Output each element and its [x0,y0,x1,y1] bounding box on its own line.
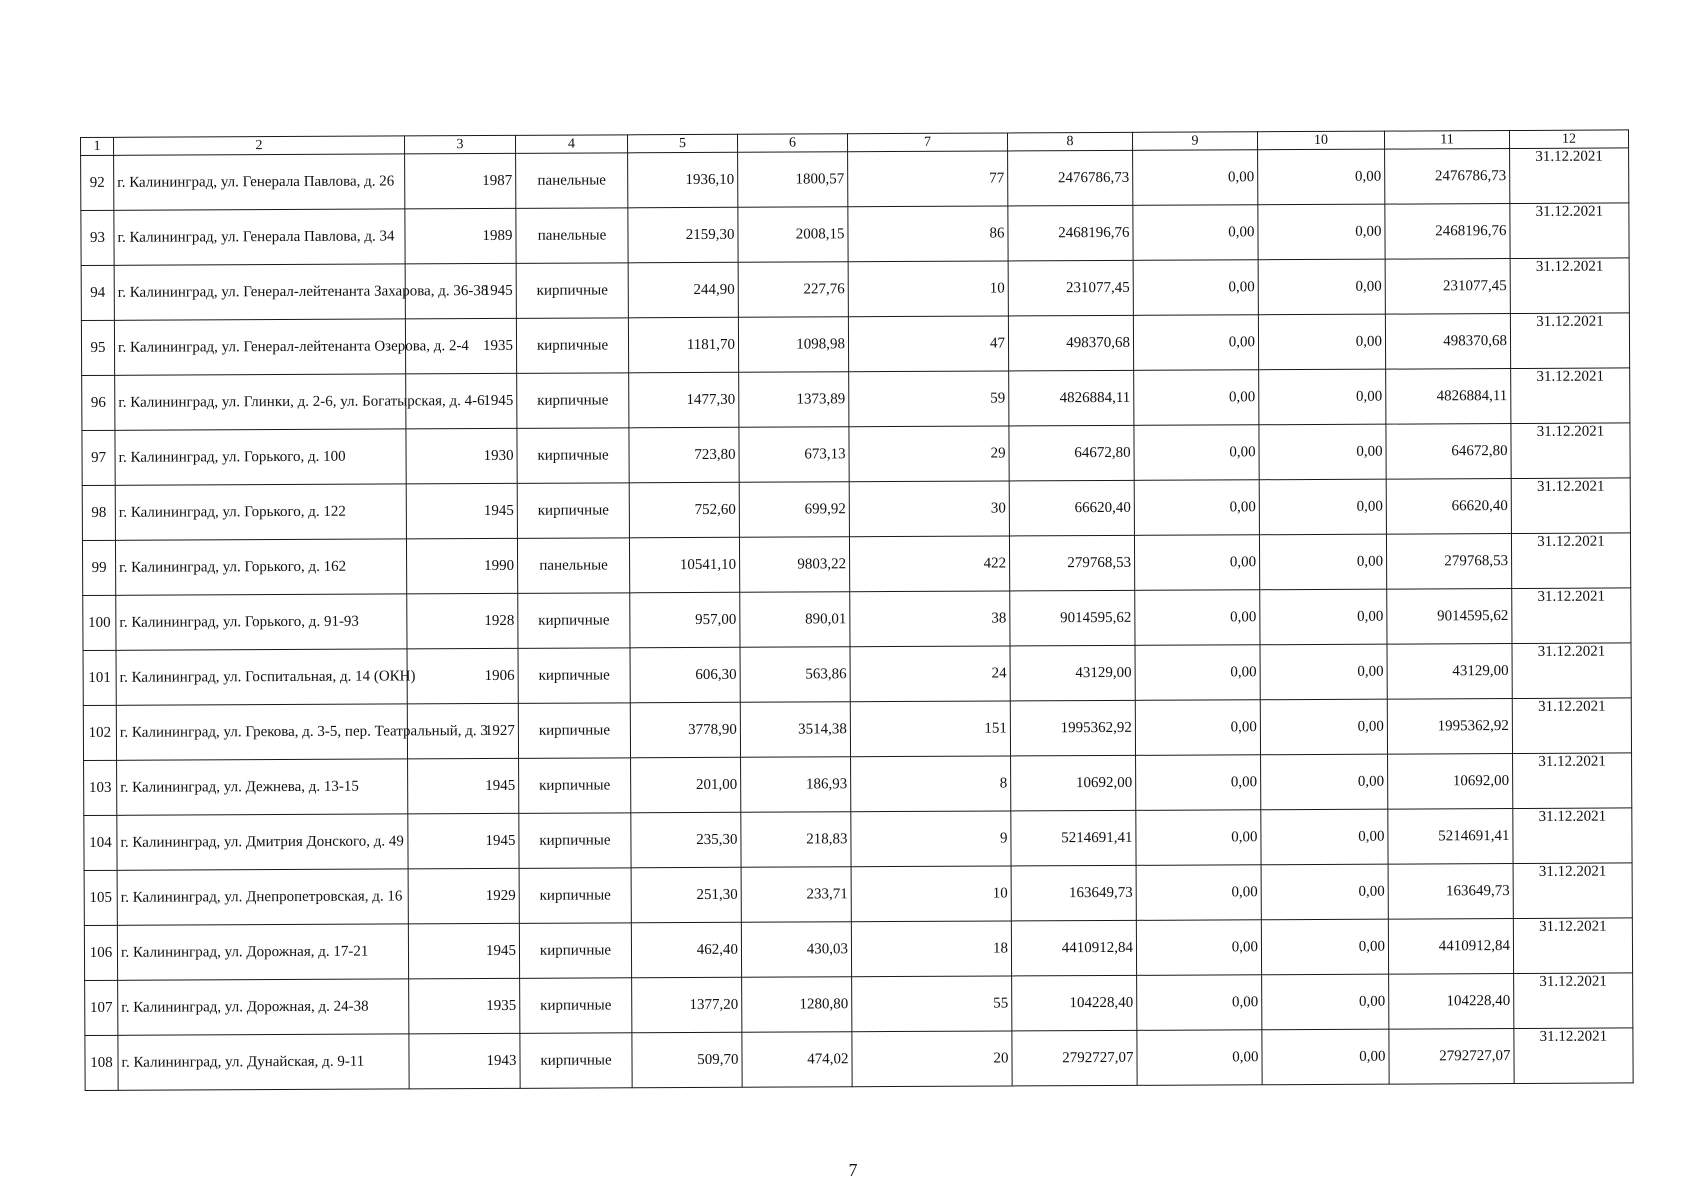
living-area-cell: 1373,89 [739,372,849,428]
owners-funds-cell: 231077,45 [1385,259,1510,315]
residents-cell: 47 [848,316,1008,372]
build-year-cell: 1945 [408,923,519,979]
budget-cell: 0,00 [1259,534,1386,590]
fund-cell: 0,00 [1135,590,1260,646]
fund-cell: 0,00 [1133,315,1258,371]
column-number: 1 [81,137,114,155]
build-year-cell: 1945 [406,483,517,539]
living-area-cell: 233,71 [741,867,851,923]
completion-date-cell: 31.12.2021 [1513,753,1632,809]
residents-cell: 77 [848,151,1008,207]
wall-material-cell: кирпичные [519,923,631,979]
total-area-cell: 1181,70 [628,317,738,373]
residents-cell: 55 [852,976,1012,1032]
build-year-cell: 1945 [408,813,519,869]
build-year-cell: 1989 [405,208,516,264]
completion-date-cell: 31.12.2021 [1511,423,1630,479]
address-cell: г. Калининград, ул. Дмитрия Донского, д. 49 [117,814,408,870]
budget-cell: 0,00 [1261,809,1388,865]
address-cell: г. Калининград, ул. Горького, д. 91-93 [116,594,407,650]
completion-date-cell: 31.12.2021 [1513,863,1632,919]
column-number: 10 [1257,131,1384,150]
table-row [83,698,1631,761]
owners-funds-cell: 10692,00 [1388,754,1513,810]
fund-cell: 0,00 [1136,865,1261,921]
column-number: 6 [737,134,847,153]
address-cell: г. Калининград, ул. Дорожная, д. 24-38 [118,979,409,1035]
build-year-cell: 1990 [406,538,517,594]
completion-date-cell: 31.12.2021 [1512,643,1631,699]
page-number: 7 [848,1160,858,1180]
residents-cell: 29 [849,426,1009,482]
wall-material-cell: кирпичные [518,593,630,649]
total-area-cell: 201,00 [631,757,741,813]
build-year-cell: 1987 [405,153,516,209]
address-cell: г. Калининград, ул. Генерала Павлова, д. 34 [114,209,405,265]
column-number: 4 [515,135,627,154]
owners-funds-cell: 2476786,73 [1385,149,1510,205]
row-number-cell: 92 [81,155,114,210]
row-number-cell: 108 [85,1035,118,1090]
repair-cost-cell: 4826884,11 [1009,370,1134,426]
completion-date-cell: 31.12.2021 [1514,1028,1633,1084]
owners-funds-cell: 4826884,11 [1386,369,1511,425]
row-number-cell: 102 [83,705,116,760]
budget-cell: 0,00 [1258,259,1385,315]
repair-cost-cell: 4410912,84 [1011,920,1136,976]
address-cell: г. Калининград, ул. Дорожная, д. 17-21 [117,924,408,980]
residents-cell: 20 [852,1031,1012,1087]
fund-cell: 0,00 [1136,920,1261,976]
fund-cell: 0,00 [1134,480,1259,536]
owners-funds-cell: 43129,00 [1387,644,1512,700]
table-row [84,863,1632,926]
row-number-cell: 106 [84,925,117,980]
owners-funds-cell: 9014595,62 [1387,589,1512,645]
residents-cell: 422 [849,536,1009,592]
completion-date-cell: 31.12.2021 [1510,203,1629,259]
row-number-cell: 99 [82,540,115,595]
owners-funds-cell: 2468196,76 [1385,204,1510,260]
repair-cost-cell: 9014595,62 [1010,590,1135,646]
total-area-cell: 462,40 [631,922,741,978]
residents-cell: 86 [848,206,1008,262]
budget-cell: 0,00 [1258,204,1385,260]
row-number-cell: 94 [81,265,114,320]
completion-date-cell: 31.12.2021 [1510,258,1629,314]
living-area-cell: 186,93 [741,757,851,813]
owners-funds-cell: 1995362,92 [1387,699,1512,755]
completion-date-cell: 31.12.2021 [1510,313,1629,369]
table-row [85,973,1633,1036]
fund-cell: 0,00 [1133,205,1258,261]
address-cell: г. Калининград, ул. Генерала Павлова, д. 26 [114,154,405,210]
row-number-cell: 97 [82,430,115,485]
completion-date-cell: 31.12.2021 [1511,368,1630,424]
column-number: 3 [404,135,515,154]
total-area-cell: 3778,90 [630,702,740,758]
living-area-cell: 474,02 [742,1032,852,1088]
build-year-cell: 1945 [408,758,519,814]
row-number-cell: 103 [84,760,117,815]
wall-material-cell: кирпичные [519,868,631,924]
build-year-cell: 1906 [407,648,518,704]
total-area-cell: 752,60 [629,482,739,538]
budget-cell: 0,00 [1262,974,1389,1030]
living-area-cell: 430,03 [741,922,851,978]
fund-cell: 0,00 [1134,370,1259,426]
residents-cell: 9 [851,811,1011,867]
budget-cell: 0,00 [1261,864,1388,920]
document-page [80,129,1633,1091]
address-cell: г. Калининград, ул. Генерал-лейтенанта Захарова, д. 36-38 [114,264,405,320]
total-area-cell: 957,00 [630,592,740,648]
build-year-cell: 1929 [408,868,519,924]
completion-date-cell: 31.12.2021 [1512,698,1631,754]
repair-cost-cell: 231077,45 [1008,260,1133,316]
build-year-cell: 1935 [409,978,520,1034]
column-number: 5 [627,134,737,153]
residents-cell: 10 [851,866,1011,922]
living-area-cell: 227,76 [738,262,848,318]
table-row [82,423,1630,486]
total-area-cell: 244,90 [628,262,738,318]
repair-cost-cell: 64672,80 [1009,425,1134,481]
wall-material-cell: кирпичные [518,648,630,704]
owners-funds-cell: 498370,68 [1385,314,1510,370]
fund-cell: 0,00 [1133,150,1258,206]
owners-funds-cell: 163649,73 [1388,864,1513,920]
wall-material-cell: кирпичные [517,373,629,429]
total-area-cell: 2159,30 [628,207,738,263]
total-area-cell: 1936,10 [628,152,738,208]
completion-date-cell: 31.12.2021 [1510,148,1629,204]
table-row [84,808,1632,871]
wall-material-cell: кирпичные [520,1033,632,1089]
living-area-cell: 2008,15 [738,207,848,263]
completion-date-cell: 31.12.2021 [1511,478,1630,534]
wall-material-cell: кирпичные [520,978,632,1034]
fund-cell: 0,00 [1135,645,1260,701]
repair-cost-cell: 498370,68 [1008,315,1133,371]
row-number-cell: 100 [83,595,116,650]
row-number-cell: 104 [84,815,117,870]
table-row [82,533,1630,596]
table-row [84,753,1632,816]
total-area-cell: 10541,10 [629,537,739,593]
wall-material-cell: кирпичные [517,428,629,484]
address-cell: г. Калининград, ул. Горького, д. 122 [115,484,406,540]
residents-cell: 38 [850,591,1010,647]
row-number-cell: 93 [81,210,114,265]
table-row [83,588,1631,651]
fund-cell: 0,00 [1136,755,1261,811]
fund-cell: 0,00 [1134,425,1259,481]
table-row [81,258,1629,321]
wall-material-cell: панельные [517,538,629,594]
residents-cell: 30 [849,481,1009,537]
living-area-cell: 3514,38 [740,702,850,758]
residents-cell: 24 [850,646,1010,702]
completion-date-cell: 31.12.2021 [1511,533,1630,589]
table-row [84,918,1632,981]
budget-cell: 0,00 [1260,699,1387,755]
row-number-cell: 105 [84,870,117,925]
fund-cell: 0,00 [1137,1030,1262,1086]
living-area-cell: 699,92 [739,482,849,538]
living-area-cell: 890,01 [740,592,850,648]
repair-cost-cell: 2476786,73 [1008,150,1133,206]
total-area-cell: 509,70 [632,1032,742,1088]
row-number-cell: 96 [82,375,115,430]
repair-cost-cell: 43129,00 [1010,645,1135,701]
budget-cell: 0,00 [1260,589,1387,645]
fund-cell: 0,00 [1136,810,1261,866]
living-area-cell: 9803,22 [739,537,849,593]
living-area-cell: 673,13 [739,427,849,483]
row-number-cell: 107 [85,980,118,1035]
fund-cell: 0,00 [1133,260,1258,316]
address-cell: г. Калининград, ул. Грекова, д. 3-5, пер. Театральный, д. 3 [116,704,407,760]
wall-material-cell: панельные [516,153,628,209]
address-cell: г. Калининград, ул. Горького, д. 162 [115,539,406,595]
address-cell: г. Калининград, ул. Госпитальная, д. 14 (ОКН) [116,649,407,705]
residents-cell: 151 [850,701,1010,757]
repair-cost-cell: 163649,73 [1011,865,1136,921]
table-row [81,313,1629,376]
build-year-cell: 1935 [405,318,516,374]
table-row [83,643,1631,706]
total-area-cell: 606,30 [630,647,740,703]
wall-material-cell: кирпичные [518,703,630,759]
column-number: 9 [1132,132,1257,151]
repair-cost-cell: 66620,40 [1009,480,1134,536]
column-number: 12 [1509,130,1628,149]
wall-material-cell: кирпичные [519,758,631,814]
total-area-cell: 723,80 [629,427,739,483]
budget-cell: 0,00 [1258,314,1385,370]
owners-funds-cell: 4410912,84 [1388,919,1513,975]
completion-date-cell: 31.12.2021 [1512,588,1631,644]
wall-material-cell: кирпичные [519,813,631,869]
build-year-cell: 1945 [405,263,516,319]
owners-funds-cell: 104228,40 [1389,974,1514,1030]
fund-cell: 0,00 [1137,975,1262,1031]
build-year-cell: 1945 [406,373,517,429]
column-number: 11 [1384,131,1509,150]
budget-cell: 0,00 [1259,424,1386,480]
address-cell: г. Калининград, ул. Генерал-лейтенанта Озерова, д. 2-4 [114,319,405,375]
table-row [82,368,1630,431]
repair-cost-cell: 104228,40 [1012,975,1137,1031]
budget-cell: 0,00 [1259,479,1386,535]
fund-cell: 0,00 [1134,535,1259,591]
owners-funds-cell: 66620,40 [1386,479,1511,535]
living-area-cell: 1098,98 [738,317,848,373]
address-cell: г. Калининград, ул. Дунайская, д. 9-11 [118,1034,409,1090]
table-row [81,203,1629,266]
living-area-cell: 563,86 [740,647,850,703]
build-year-cell: 1928 [407,593,518,649]
address-cell: г. Калининград, ул. Глинки, д. 2-6, ул. Богатырская, д. 4-6 [115,374,406,430]
table-row [81,148,1629,211]
residents-cell: 8 [851,756,1011,812]
owners-funds-cell: 5214691,41 [1388,809,1513,865]
total-area-cell: 251,30 [631,867,741,923]
row-number-cell: 98 [82,485,115,540]
wall-material-cell: кирпичные [516,263,628,319]
fund-cell: 0,00 [1135,700,1260,756]
repair-cost-cell: 279768,53 [1009,535,1134,591]
budget-cell: 0,00 [1259,369,1386,425]
repair-cost-cell: 2792727,07 [1012,1030,1137,1086]
repair-cost-cell: 2468196,76 [1008,205,1133,261]
repair-cost-cell: 1995362,92 [1010,700,1135,756]
address-cell: г. Калининград, ул. Днепропетровская, д. 16 [117,869,408,925]
owners-funds-cell: 2792727,07 [1389,1029,1514,1085]
residents-cell: 10 [848,261,1008,317]
row-number-cell: 101 [83,650,116,705]
row-number-cell: 95 [81,320,114,375]
budget-cell: 0,00 [1262,1029,1389,1085]
repair-cost-cell: 5214691,41 [1011,810,1136,866]
completion-date-cell: 31.12.2021 [1514,973,1633,1029]
budget-cell: 0,00 [1261,754,1388,810]
completion-date-cell: 31.12.2021 [1513,808,1632,864]
build-year-cell: 1927 [407,703,518,759]
wall-material-cell: панельные [516,208,628,264]
column-number: 7 [847,133,1007,152]
address-cell: г. Калининград, ул. Дежнева, д. 13-15 [117,759,408,815]
residents-cell: 59 [849,371,1009,427]
living-area-cell: 1800,57 [738,152,848,208]
budget-cell: 0,00 [1260,644,1387,700]
owners-funds-cell: 64672,80 [1386,424,1511,480]
total-area-cell: 1477,30 [629,372,739,428]
wall-material-cell: кирпичные [516,318,628,374]
table-row [85,1028,1633,1091]
build-year-cell: 1943 [409,1033,520,1089]
table-row [82,478,1630,541]
living-area-cell: 1280,80 [742,977,852,1033]
total-area-cell: 235,30 [631,812,741,868]
living-area-cell: 218,83 [741,812,851,868]
build-year-cell: 1930 [406,428,517,484]
housing-registry-table [80,129,1634,1091]
residents-cell: 18 [851,921,1011,977]
total-area-cell: 1377,20 [632,977,742,1033]
budget-cell: 0,00 [1258,149,1385,205]
column-number: 2 [114,136,405,155]
repair-cost-cell: 10692,00 [1011,755,1136,811]
column-number: 8 [1007,132,1132,151]
budget-cell: 0,00 [1261,919,1388,975]
completion-date-cell: 31.12.2021 [1513,918,1632,974]
wall-material-cell: кирпичные [517,483,629,539]
address-cell: г. Калининград, ул. Горького, д. 100 [115,429,406,485]
owners-funds-cell: 279768,53 [1386,534,1511,590]
